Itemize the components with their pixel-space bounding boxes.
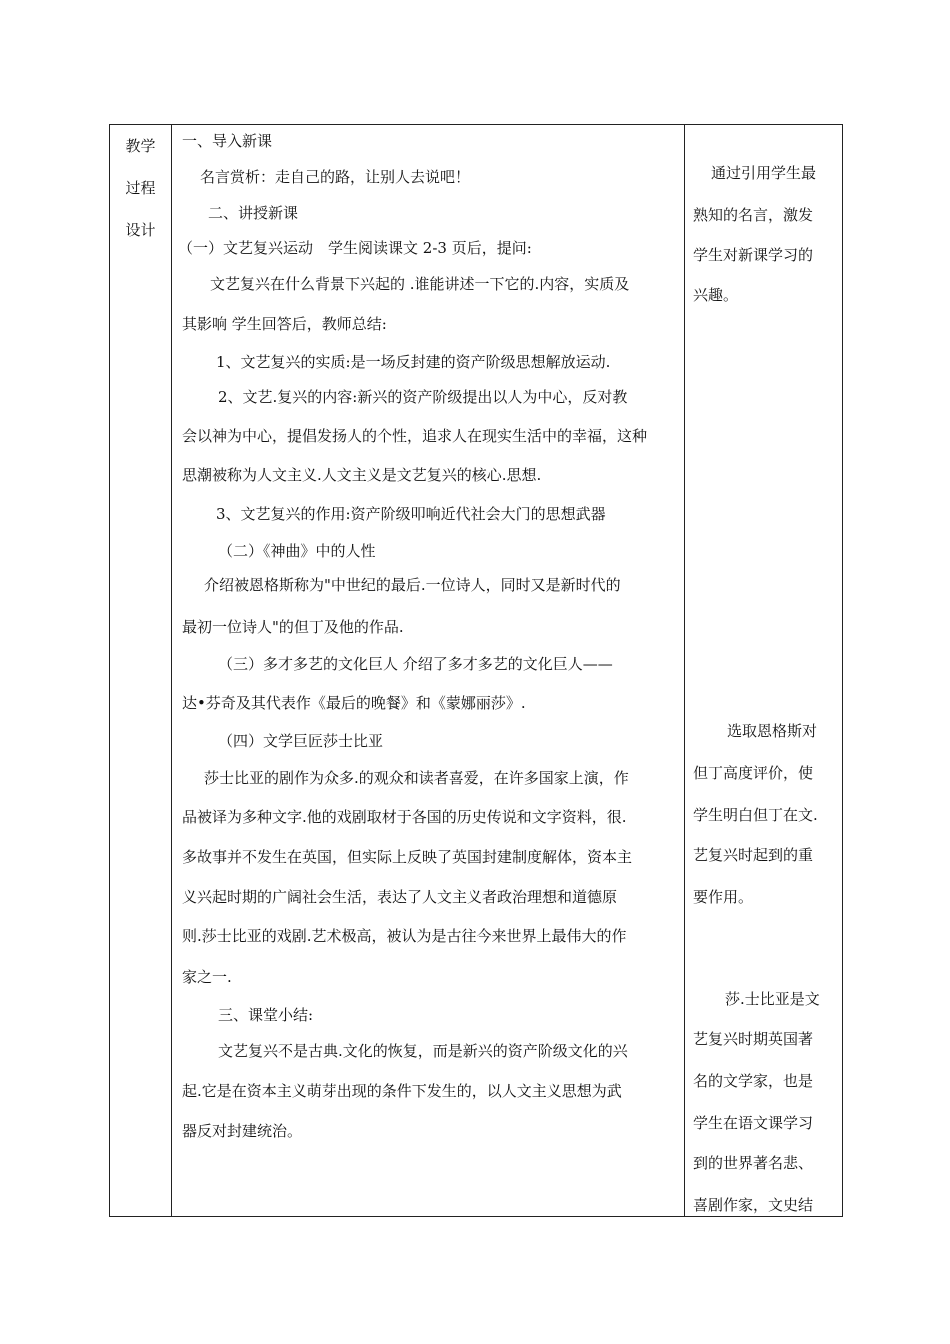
- note-line: 学生明白但丁在文.: [693, 806, 818, 824]
- content-line: 三、课堂小结:: [218, 1006, 314, 1024]
- content-line: 最初一位诗人"的但丁及他的作品.: [182, 618, 404, 636]
- content-line: 文艺复兴在什么背景下兴起的 .谁能讲述一下它的.内容，实质及: [210, 275, 630, 293]
- content-line: 2、文艺.复兴的内容:新兴的资产阶级提出以人为中心，反对教: [218, 388, 628, 406]
- content-line: 会以神为中心，提倡发扬人的个性，追求人在现实生活中的幸福，这种: [182, 427, 648, 445]
- lesson-plan-table: [109, 124, 843, 1217]
- content-line: 名言赏析：走自己的路，让别人去说吧！: [200, 168, 471, 186]
- note-line: 莎.士比亚是文: [725, 990, 820, 1008]
- content-line: 义兴起时期的广阔社会生活，表达了人文主义者政治理想和道德原: [182, 888, 618, 906]
- note-line: 兴趣。: [693, 286, 739, 304]
- design-notes-cell: [685, 125, 843, 1217]
- content-line: 器反对封建统治。: [182, 1122, 303, 1140]
- content-line: 一、导入新课: [182, 132, 273, 150]
- content-line: 3、文艺复兴的作用:资产阶级叩响近代社会大门的思想武器: [216, 505, 606, 523]
- label-line-2: 过程: [125, 179, 156, 197]
- content-line: 其影响 学生回答后，教师总结:: [182, 315, 387, 333]
- content-line: （三）多才多艺的文化巨人 介绍了多才多艺的文化巨人——: [218, 655, 613, 673]
- content-line: 莎士比亚的剧作为众多.的观众和读者喜爱，在许多国家上演，作: [204, 769, 629, 787]
- note-line: 通过引用学生最: [711, 164, 817, 182]
- section-label: [110, 125, 171, 251]
- content-line: 多故事并不发生在英国，但实际上反映了英国封建制度解体，资本主: [182, 848, 633, 866]
- note-line: 但丁高度评价，使: [693, 764, 814, 782]
- note-line: 艺复兴时起到的重: [693, 846, 814, 864]
- content-line: 二、讲授新课: [208, 204, 299, 222]
- content-line: （四）文学巨匠莎士比亚: [218, 732, 384, 750]
- section-label-cell: [110, 125, 172, 1217]
- teaching-content: [172, 125, 684, 1216]
- content-line: 1、文艺复兴的实质:是一场反封建的资产阶级思想解放运动.: [216, 353, 611, 371]
- content-line: （一）文艺复兴运动 学生阅读课文 2-3 页后，提问:: [178, 239, 532, 257]
- content-line: 介绍被恩格斯称为"中世纪的最后.一位诗人，同时又是新时代的: [204, 576, 621, 594]
- content-line: 起.它是在资本主义萌芽出现的条件下发生的，以人文主义思想为武: [182, 1082, 622, 1100]
- note-line: 学生对新课学习的: [693, 246, 814, 264]
- note-line: 喜剧作家，文史结: [693, 1196, 814, 1214]
- content-line: 品被译为多种文字.他的戏剧取材于各国的历史传说和文字资料，很.: [182, 808, 627, 826]
- note-line: 熟知的名言，激发: [693, 206, 814, 224]
- note-line: 要作用。: [693, 888, 754, 906]
- note-line: 学生在语文课学习: [693, 1114, 814, 1132]
- content-line: 家之一.: [182, 968, 232, 986]
- note-line: 到的世界著名悲、: [693, 1154, 814, 1172]
- label-line-3: 设计: [125, 221, 156, 239]
- content-line: （二）《神曲》中的人性: [218, 542, 376, 560]
- content-line: 达•芬奇及其代表作《最后的晚餐》和《蒙娜丽莎》.: [182, 694, 526, 712]
- content-line: 文艺复兴不是古典.文化的恢复，而是新兴的资产阶级文化的兴: [218, 1042, 628, 1060]
- content-line: 思潮被称为人文主义.人文主义是文艺复兴的核心.思想.: [182, 466, 542, 484]
- teaching-content-cell: [172, 125, 685, 1217]
- note-line: 名的文学家，也是: [693, 1072, 814, 1090]
- label-line-1: 教学: [125, 137, 156, 155]
- note-line: 艺复兴时期英国著: [693, 1030, 814, 1048]
- note-line: 选取恩格斯对: [727, 722, 818, 740]
- content-line: 则.莎士比亚的戏剧.艺术极高，被认为是古往今来世界上最伟大的作: [182, 927, 627, 945]
- design-notes: [685, 125, 842, 1216]
